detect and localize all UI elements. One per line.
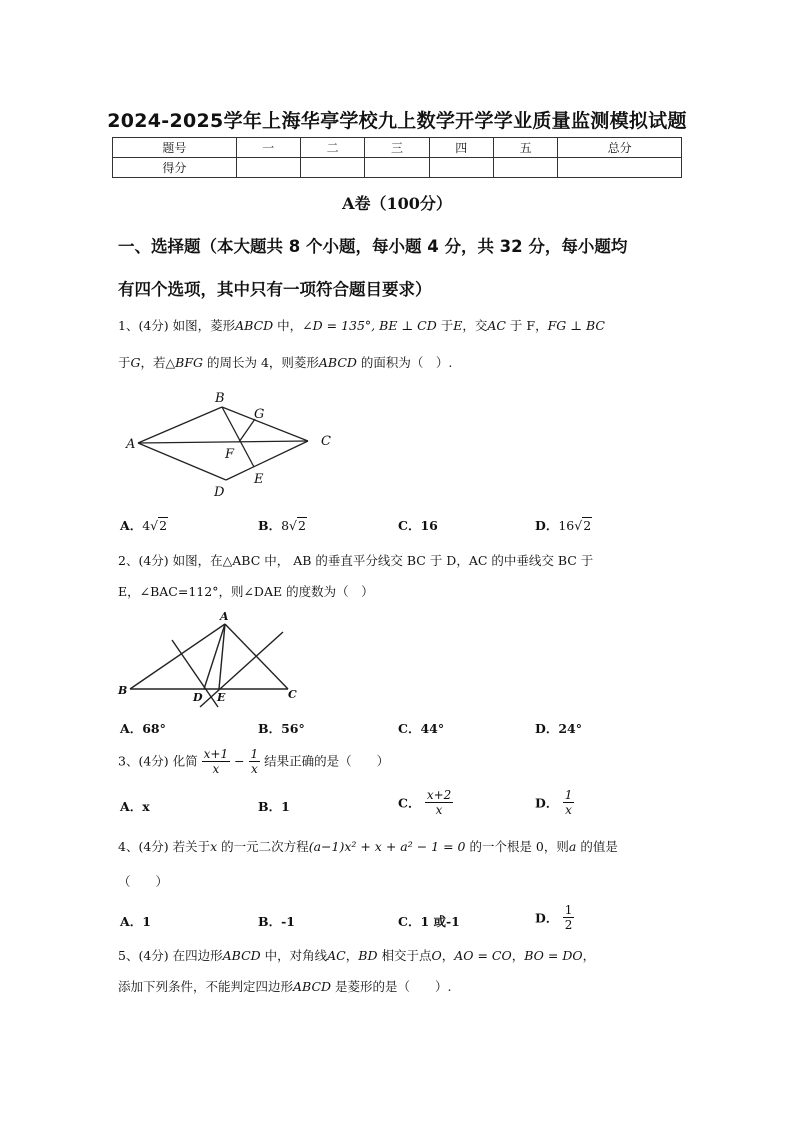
q2-option-b[interactable]: B．56°	[258, 721, 305, 736]
option-label: D．	[535, 795, 559, 811]
q1-side-bc	[222, 407, 308, 441]
q1-triangle: △BFG	[165, 355, 203, 370]
score-cell[interactable]	[365, 158, 429, 178]
q4-option-d[interactable]	[535, 903, 574, 932]
q1-text: 的面积为（ ）.	[356, 355, 453, 370]
q4-equation: (a−1)x² + x + a² − 1 = 0	[308, 839, 466, 854]
q3-option-d-fraction	[563, 788, 575, 817]
part1-heading-line2: 有四个选项，其中只有一项符合题目要求）	[118, 280, 432, 299]
q4-option-a[interactable]: A．1	[120, 914, 151, 929]
option-label: D．	[535, 518, 559, 533]
q2-label-c: C	[288, 688, 297, 701]
q3-fraction-1	[202, 747, 230, 776]
q5-text: 是菱形的是（ ）.	[331, 979, 452, 994]
q1-text: 中，	[273, 318, 303, 333]
q5-point-o: O	[431, 948, 442, 963]
q4-text: 的一元二次方程	[217, 839, 309, 854]
option-label: A．	[120, 518, 143, 533]
score-row-label: 得分	[113, 158, 237, 178]
q1-shape: ABCD	[235, 318, 274, 333]
q1-label-a: A	[126, 437, 136, 452]
q5-bd: BD	[358, 948, 378, 963]
sqrt-sign: √	[150, 518, 159, 533]
q3-option-c[interactable]	[398, 788, 453, 817]
fraction-denominator: x	[435, 803, 443, 817]
q1-side-da	[138, 443, 226, 480]
q1-side-ab	[138, 407, 222, 443]
score-table-header-cell: 五	[493, 138, 557, 158]
q1-label-b: B	[215, 391, 225, 406]
score-cell[interactable]	[558, 158, 682, 178]
q3-option-d[interactable]	[535, 788, 574, 817]
q1-diagonal-ac	[138, 441, 308, 443]
q2-label-a: A	[220, 610, 229, 623]
page-title: 2024-2025学年上海华亭学校九上数学开学学业质量监测模拟试题	[107, 110, 687, 132]
score-table-score-row	[113, 158, 682, 178]
q4-text: 的一个根是 0，则	[465, 839, 569, 854]
q1-label-c: C	[321, 434, 331, 449]
q5-shape: ABCD	[222, 948, 261, 963]
q3-option-b[interactable]: B．1	[258, 799, 290, 814]
q2-line2: E，∠BAC=112°，则∠DAE 的度数为（ ）	[118, 584, 374, 599]
q1-option-d[interactable]	[535, 516, 592, 534]
q1-fg: FG ⊥ BC	[547, 318, 605, 333]
q4-option-b[interactable]: B．-1	[258, 914, 295, 929]
q3-suffix: 结果正确的是（ ）	[264, 753, 390, 769]
q2-label-b: B	[118, 684, 128, 697]
q1-segment-fg	[239, 419, 255, 442]
option-coefficient: 4	[142, 518, 151, 533]
q4-text: 的值是	[576, 839, 618, 854]
q1-text: ，交	[462, 318, 488, 333]
section-a-heading: A卷（100分）	[342, 194, 452, 213]
sqrt-sign: √	[289, 518, 297, 533]
q3-prefix: 3、(4分) 化简	[118, 753, 198, 769]
option-coefficient: 8	[281, 518, 290, 533]
q5-prefix: 5、(4分) 在四边形	[118, 948, 223, 963]
option-radicand: 2	[159, 518, 168, 533]
score-table-header-cell: 总分	[558, 138, 682, 158]
q1-angle: ∠D = 135°, BE ⊥ CD	[302, 318, 437, 333]
q4-prefix: 4、(4分) 若关于	[118, 839, 211, 854]
q3-fraction-2	[249, 747, 261, 776]
option-coefficient: 16	[558, 518, 575, 533]
q2-label-e: E	[217, 691, 226, 704]
score-table-header-cell: 二	[300, 138, 364, 158]
q1-point-e: E	[453, 318, 463, 333]
q5-eq2: BO = DO	[524, 948, 583, 963]
q4-option-d-fraction	[563, 903, 575, 932]
score-table-header-cell: 三	[365, 138, 429, 158]
q1-side-cd	[226, 441, 308, 480]
q5-ac: AC	[327, 948, 346, 963]
fraction-numerator: 1	[564, 903, 573, 917]
q5-text: ，	[345, 948, 359, 963]
score-cell[interactable]	[493, 158, 557, 178]
q2-option-c[interactable]: C．44°	[398, 721, 445, 736]
q2-option-d[interactable]: D．24°	[535, 721, 582, 736]
option-radicand: 2	[583, 518, 592, 533]
score-cell[interactable]	[429, 158, 493, 178]
q1-line2	[118, 355, 688, 371]
q3-option-a[interactable]: A．x	[120, 799, 150, 814]
q1-text: 的周长为 4，则菱形	[203, 355, 319, 370]
fraction-numerator: 1	[250, 747, 259, 761]
q3-minus: −	[234, 753, 245, 769]
fraction-denominator: x	[212, 762, 220, 776]
fraction-denominator: x	[250, 762, 258, 776]
q5-text: ，	[582, 948, 596, 963]
sqrt-sign: √	[574, 518, 583, 533]
q4-line2: （ ）	[118, 874, 169, 889]
q5-line1	[118, 948, 688, 964]
q2-triangle-figure	[116, 608, 306, 712]
q1-label-d: D	[214, 485, 225, 500]
part1-heading-line1: 一、选择题（本大题共 8 个小题，每小题 4 分，共 32 分，每小题均	[118, 237, 628, 256]
score-cell[interactable]	[300, 158, 364, 178]
fraction-denominator: x	[565, 803, 572, 817]
q5-text: ，	[441, 948, 455, 963]
fraction-numerator: x+1	[203, 747, 229, 761]
score-table	[112, 137, 682, 178]
q1-rhombus-figure	[118, 385, 348, 505]
q5-eq1: AO = CO	[454, 948, 512, 963]
q2-option-a[interactable]: A．68°	[120, 721, 166, 736]
fraction-numerator: 1	[564, 788, 573, 802]
q2-side-ab	[130, 624, 225, 689]
q1-option-b[interactable]	[258, 516, 307, 534]
q5-line2	[118, 979, 688, 995]
q1-text: 于 F，	[505, 318, 548, 333]
q1-text: 于	[436, 318, 454, 333]
option-label: B．	[258, 518, 282, 533]
score-table-header-cell: 题号	[113, 138, 237, 158]
q5-text: 相交于点	[377, 948, 432, 963]
q3-option-c-fraction	[425, 788, 453, 817]
option-label: C．	[398, 795, 421, 811]
q5-text: 中，对角线	[260, 948, 328, 963]
score-cell[interactable]	[236, 158, 300, 178]
q4-option-c[interactable]: C．1 或-1	[398, 914, 460, 929]
q1-shape: ABCD	[318, 355, 357, 370]
q1-prefix: 1、(4分) 如图，菱形	[118, 318, 236, 333]
q4-line1	[118, 839, 688, 855]
score-table-header-cell: 四	[429, 138, 493, 158]
q4-variable-x: x	[210, 839, 218, 854]
q1-text: ，若	[140, 355, 166, 370]
q1-label-e: E	[254, 472, 264, 487]
fraction-numerator: x+2	[426, 788, 452, 802]
q1-label-f: F	[225, 447, 235, 462]
q1-line1	[118, 318, 688, 334]
q2-line1: 2、(4分) 如图，在△ABC 中， AB 的垂直平分线交 BC 于 D，AC 的中垂线交 BC 于	[118, 553, 594, 568]
q1-text: 于	[118, 355, 131, 370]
q2-label-d: D	[193, 691, 203, 704]
q4-variable-a: a	[568, 839, 577, 854]
q5-shape: ABCD	[293, 979, 332, 994]
option-radicand: 2	[298, 518, 306, 533]
q1-ac: AC	[487, 318, 506, 333]
q5-text: 添加下列条件，不能判定四边形	[118, 979, 294, 994]
fraction-denominator: 2	[564, 918, 573, 932]
q1-point-g: G	[130, 355, 141, 370]
q2-perpendicular-bisector-ac	[200, 632, 283, 707]
q1-label-g: G	[254, 407, 265, 422]
q1-option-c[interactable]: C．16	[398, 518, 438, 533]
score-table-header-row	[113, 138, 682, 158]
q5-text: ，	[511, 948, 525, 963]
option-label: D．	[535, 910, 559, 926]
q3-line1	[118, 747, 688, 776]
q1-option-a[interactable]	[120, 516, 168, 534]
score-table-header-cell: 一	[236, 138, 300, 158]
